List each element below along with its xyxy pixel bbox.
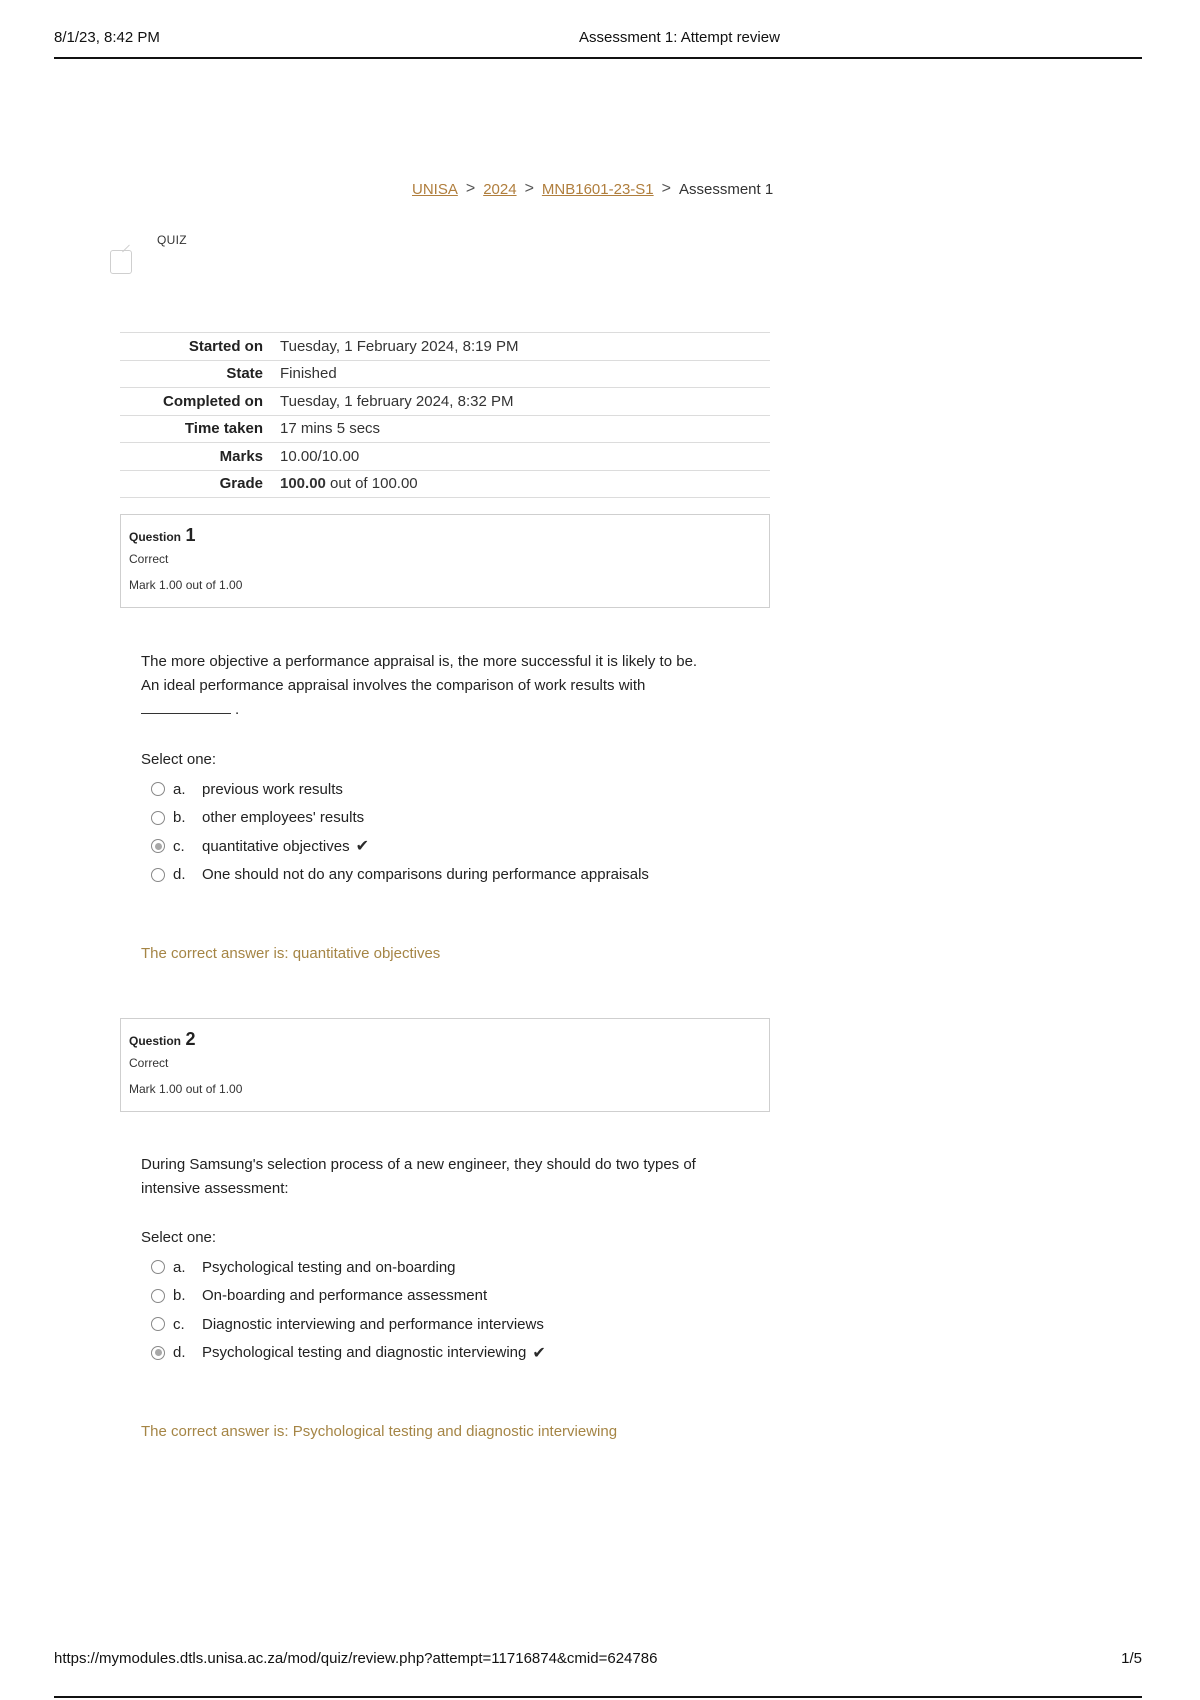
select-one-prompt: Select one: [141,1229,217,1246]
print-header [54,29,1142,59]
correct-answer-feedback: The correct answer is: Psychological testing and diagnostic interviewing [141,1423,618,1440]
question-number: 2 [185,1029,196,1049]
summary-value: Tuesday, 1 february 2024, 8:32 PM [280,392,514,410]
answer-option[interactable] [151,775,649,804]
answer-text: One should not do any comparisons during performance appraisals [202,866,649,884]
print-footer [54,1650,1142,1667]
answer-option[interactable] [151,1310,546,1339]
answer-text: Psychological testing and on-boarding [202,1258,456,1276]
print-title: Assessment 1: Attempt review [579,29,780,46]
summary-label: Time taken [184,420,263,438]
radio-button[interactable] [151,1260,165,1274]
summary-value: 10.00/10.00 [280,447,360,465]
summary-value: Finished [280,365,337,383]
question-text [141,650,761,722]
radio-button[interactable] [151,1317,165,1331]
summary-value: Tuesday, 1 February 2024, 8:19 PM [280,337,519,355]
summary-row [120,470,770,498]
summary-row [120,443,770,471]
summary-value [280,470,770,498]
answer-text: quantitative objectives [202,837,350,855]
summary-row [120,360,770,388]
answer-text: Psychological testing and diagnostic interviewing [202,1344,527,1362]
answer-text: other employees' results [202,809,365,827]
question-blank-line [141,698,761,722]
chevron-right-icon: > [661,180,671,197]
summary-row [120,388,770,416]
radio-button[interactable] [151,1289,165,1303]
question-grade: Mark 1.00 out of 1.00 [129,578,243,592]
answer-option[interactable] [151,1339,546,1368]
question-text-line: The more objective a performance appraisal is, the more successful it is likely to be. [141,653,698,670]
question-number: 1 [185,525,196,545]
summary-label: Grade [219,475,263,493]
question-state: Correct [129,1056,169,1070]
print-date: 8/1/23, 8:42 PM [54,29,160,46]
radio-button[interactable] [151,782,165,796]
page-number: 1/5 [1121,1650,1142,1667]
answer-number: d. [173,1344,186,1362]
answer-number: a. [173,1258,186,1276]
question-text-suffix: . [235,701,240,718]
summary-value: 17 mins 5 secs [280,420,381,438]
answer-text: previous work results [202,780,343,798]
correct-answer-feedback: The correct answer is: quantitative objectives [141,945,441,962]
breadcrumb [412,180,773,198]
question-label: Question [129,530,182,544]
summary-label: State [226,365,263,383]
breadcrumb-link-unisa[interactable]: UNISA [412,180,458,198]
answer-option[interactable] [151,861,649,890]
answer-option[interactable] [151,832,649,861]
answer-number: c. [173,1315,185,1333]
answer-blank [141,713,231,714]
question-text-line: An ideal performance appraisal involves the comparison of work results with [141,677,646,694]
question-grade: Mark 1.00 out of 1.00 [129,1082,243,1096]
answer-number: a. [173,780,186,798]
answer-list [151,1253,546,1367]
question-text [141,1153,761,1201]
chevron-right-icon: > [465,180,476,197]
answer-option[interactable] [151,1282,546,1311]
radio-button-selected[interactable] [151,1346,165,1360]
answer-number: b. [173,809,186,827]
chevron-right-icon: > [524,180,534,197]
question-state: Correct [129,552,169,566]
activity-type-label: QUIZ [157,233,187,247]
answer-number: c. [173,837,185,855]
answer-number: d. [173,866,186,884]
answer-text: Diagnostic interviewing and performance interviews [202,1315,544,1333]
quiz-icon [110,250,132,274]
footer-divider [54,1696,1142,1698]
breadcrumb-link-module[interactable]: MNB1601-23-S1 [541,180,654,198]
summary-row [120,333,770,361]
question-text-line: intensive assessment: [141,1180,289,1197]
select-one-prompt: Select one: [141,751,217,768]
summary-label: Started on [188,337,263,355]
grade-value: 100.00 [280,475,326,493]
radio-button[interactable] [151,868,165,882]
summary-row [120,415,770,443]
answer-option[interactable] [151,804,649,833]
correct-check-icon: ✔ [355,838,369,856]
question-label: Question [129,1034,182,1048]
question-text-line: During Samsung's selection process of a new engineer, they should do two types of [141,1156,696,1173]
answer-number: b. [173,1287,186,1305]
radio-button-selected[interactable] [151,839,165,853]
answer-option[interactable] [151,1253,546,1282]
answer-text: On-boarding and performance assessment [202,1287,488,1305]
correct-check-icon: ✔ [532,1344,546,1362]
question-info-box [120,1018,770,1112]
grade-total: out of 100.00 [325,475,418,493]
answer-list [151,775,649,889]
attempt-summary-table [120,332,770,498]
page-url: https://mymodules.dtls.unisa.ac.za/mod/quiz/review.php?attempt=11716874&cmid=624786 [54,1650,658,1667]
radio-button[interactable] [151,811,165,825]
breadcrumb-current: Assessment 1 [678,180,774,198]
question-info-box [120,514,770,608]
breadcrumb-link-year[interactable]: 2024 [483,180,517,198]
summary-label: Marks [219,447,263,465]
summary-label: Completed on [163,392,263,410]
